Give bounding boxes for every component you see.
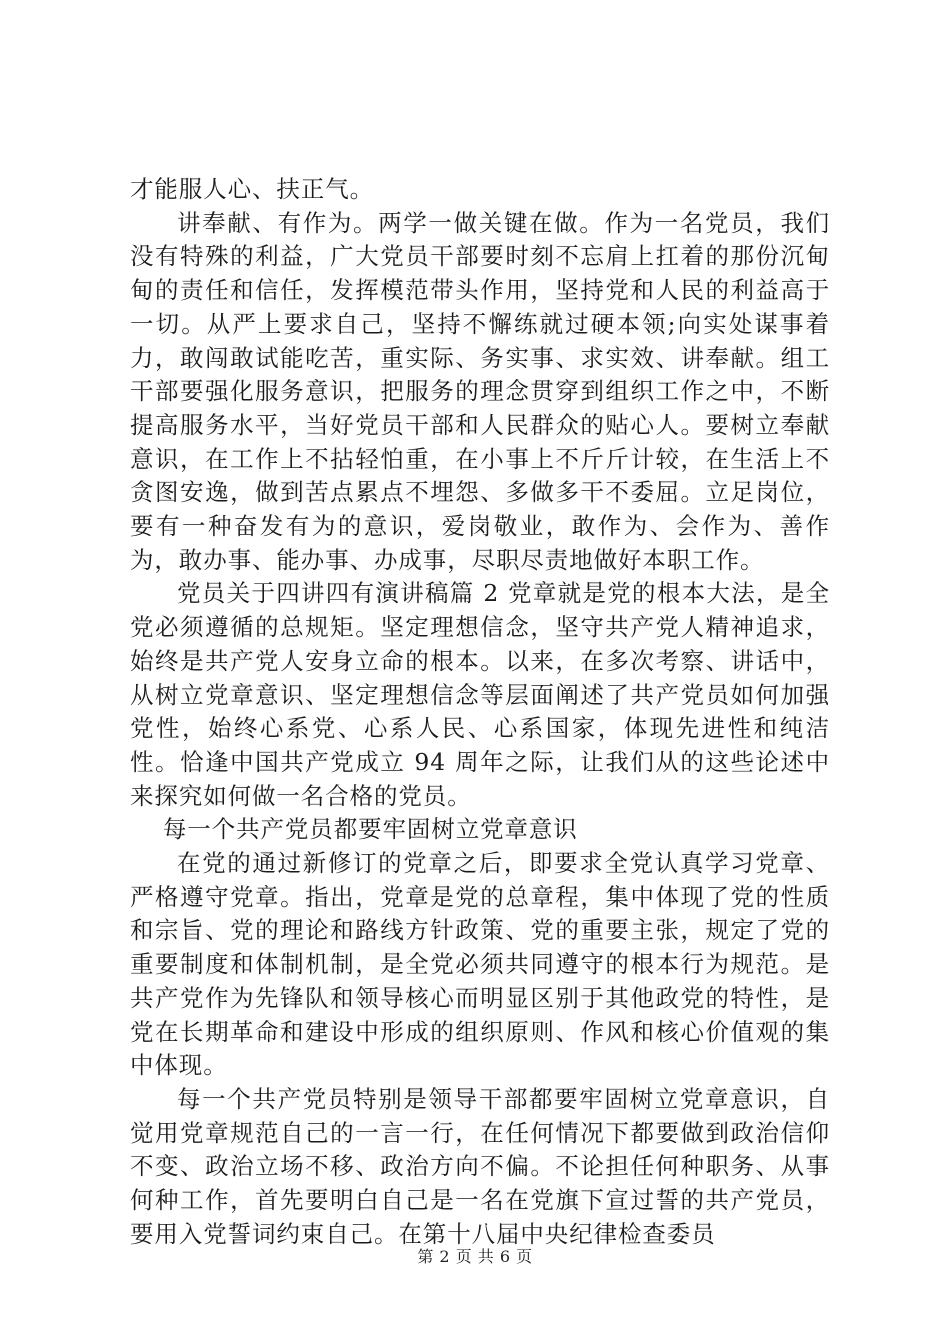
paragraph: 在党的通过新修订的党章之后，即要求全党认真学习党章、严格遵守党章。指出，党章是党的总章程，集中体现了党的性质和宗旨、党的理论和路线方针政策、党的重要主张，规定了党的重要制度和体制机制，是全党必须共同遵守的根本行为规范。是共产党作为先锋队和领导核心而明显区别于其他政党的特性，是党在长期革命和建设中形成的组织原则、作风和核心价值观的集中体现。 [130, 849, 830, 1080]
paragraph: 每一个共产党员特别是领导干部都要牢固树立党章意识，自觉用党章规范自己的一言一行，在任何情况下都要做到政治信仰不变、政治立场不移、政治方向不偏。不论担任何种职务、从事何种工作，首先要明白自己是一名在党旗下宣过誓的共产党员，要用入党誓词约束自己。在第十八届中央纪律检查委员 [130, 1084, 830, 1248]
paragraph: 才能服人心、扶正气。 [130, 175, 374, 203]
page-footer: 第 2 页 共 6 页 [417, 1247, 533, 1266]
section-heading: 每一个共产党员都要牢固树立党章意识 [162, 815, 578, 844]
paragraph: 党员关于四讲四有演讲稿篇 2 党章就是党的根本大法，是全党必须遵循的总规矩。坚定理想信念，坚守共产党人精神追求，始终是共产党人安身立命的根本。以来，在多次考察、讲话中，从树立党章意识、坚定理想信念等层面阐述了共产党员如何加强党性，始终心系党、心系人民、心系国家，体现先进性和纯洁性。恰逢中国共产党成立 94 周年之际，让我们从的这些论述中来探究如何做一名合格的党员。 [130, 579, 830, 810]
paragraph: 讲奉献、有作为。两学一做关键在做。作为一名党员，我们没有特殊的利益，广大党员干部要时刻不忘肩上扛着的那份沉甸甸的责任和信任，发挥模范带头作用，坚持党和人民的利益高于一切。从严上要求自己，坚持不懈练就过硬本领;向实处谋事着力，敢闯敢试能吃苦，重实际、务实事、求实效、讲奉献。组工干部要强化服务意识，把服务的理念贯穿到组织工作之中，不断提高服务水平，当好党员干部和人民群众的贴心人。要树立奉献意识，在工作上不拈轻怕重，在小事上不斤斤计较，在生活上不贪图安逸，做到苦点累点不埋怨、多做多干不委屈。立足岗位，要有一种奋发有为的意识，爱岗敬业，敢作为、会作为、善作为，敢办事、能办事、办成事，尽职尽责地做好本职工作。 [130, 208, 830, 574]
document-body [130, 173, 830, 1252]
